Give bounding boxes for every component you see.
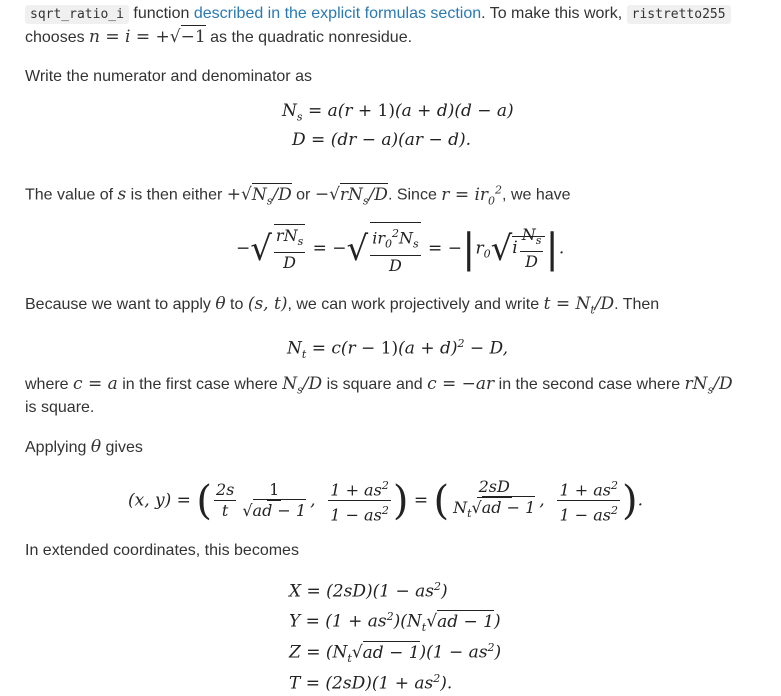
equation-d: D = (dr − a)(ar − d). <box>292 130 472 150</box>
para-value-of-s: The value of s is then either $+√N_s/D$ or $-√rN_s/D$. Since $r = ir_0^2$, we have <box>25 183 571 208</box>
explicit-formulas-link[interactable]: described in the explicit formulas section <box>193 5 482 22</box>
equation-nt: $N_t = c(r - 1)(a + d)^2 - D$, <box>287 337 508 362</box>
equation-z: $Z = (N_t√ad - 1)(1 - as^2)$ <box>289 641 502 666</box>
equation-y: $Y = (1 + as^2)(N_t√ad - 1)$ <box>289 610 501 635</box>
equation-ns: $N_s = a(r + 1)(a + d)(d - a)$ <box>282 101 514 124</box>
intro-line-1: sqrt_ratio_i function described in the explicit formulas section. To make this work, ristretto255 <box>25 3 731 26</box>
intro-line-2: chooses n = i = +√−1 as the quadratic nonresidue. <box>25 27 413 47</box>
inline-code-sqrt-ratio: sqrt_ratio_i <box>25 5 129 24</box>
para-applying: Applying θ gives <box>25 437 143 457</box>
para-because: Because we want to apply θ to (s, t), we can work projectively and write $t = N_t/D$. Then <box>25 294 660 317</box>
para-extended: In extended coordinates, this becomes <box>25 542 299 559</box>
inline-code-ristretto: ristretto255 <box>627 5 731 24</box>
para-where-line-2: is square. <box>25 399 95 416</box>
equation-x: $X = (2sD)(1 - as^2)$ <box>289 580 448 602</box>
equation-sqrt-chain: −√ $\frac{rN_s}{D}$ = −√ $\frac{ir_0^2N_s}{D}$ = $-|r_0√i$ $\frac{N_s}{D}$ |. <box>236 222 564 276</box>
para-numerator-denominator: Write the numerator and denominator as <box>25 68 312 85</box>
equation-t: $T = (2sD)(1 + as^2)$. <box>289 672 453 694</box>
math-n-i: n = i = +√−1 <box>89 27 206 47</box>
equation-xy: (x, y) = ( $\frac{2s}{t}$ $\frac{1}{√ad - 1}$ , $\frac{1 + as^2}{1 - as^2}$ ) = ( $\frac{2sD}{N_t√ad - 1}$ , $\frac{1 + as^2}{1 - as^2}$ ). <box>128 477 644 525</box>
para-where-line-1: where c = a in the first case where $N_s/D$ is square and c = −ar in the second case where $rN_s/D$ <box>25 374 733 397</box>
